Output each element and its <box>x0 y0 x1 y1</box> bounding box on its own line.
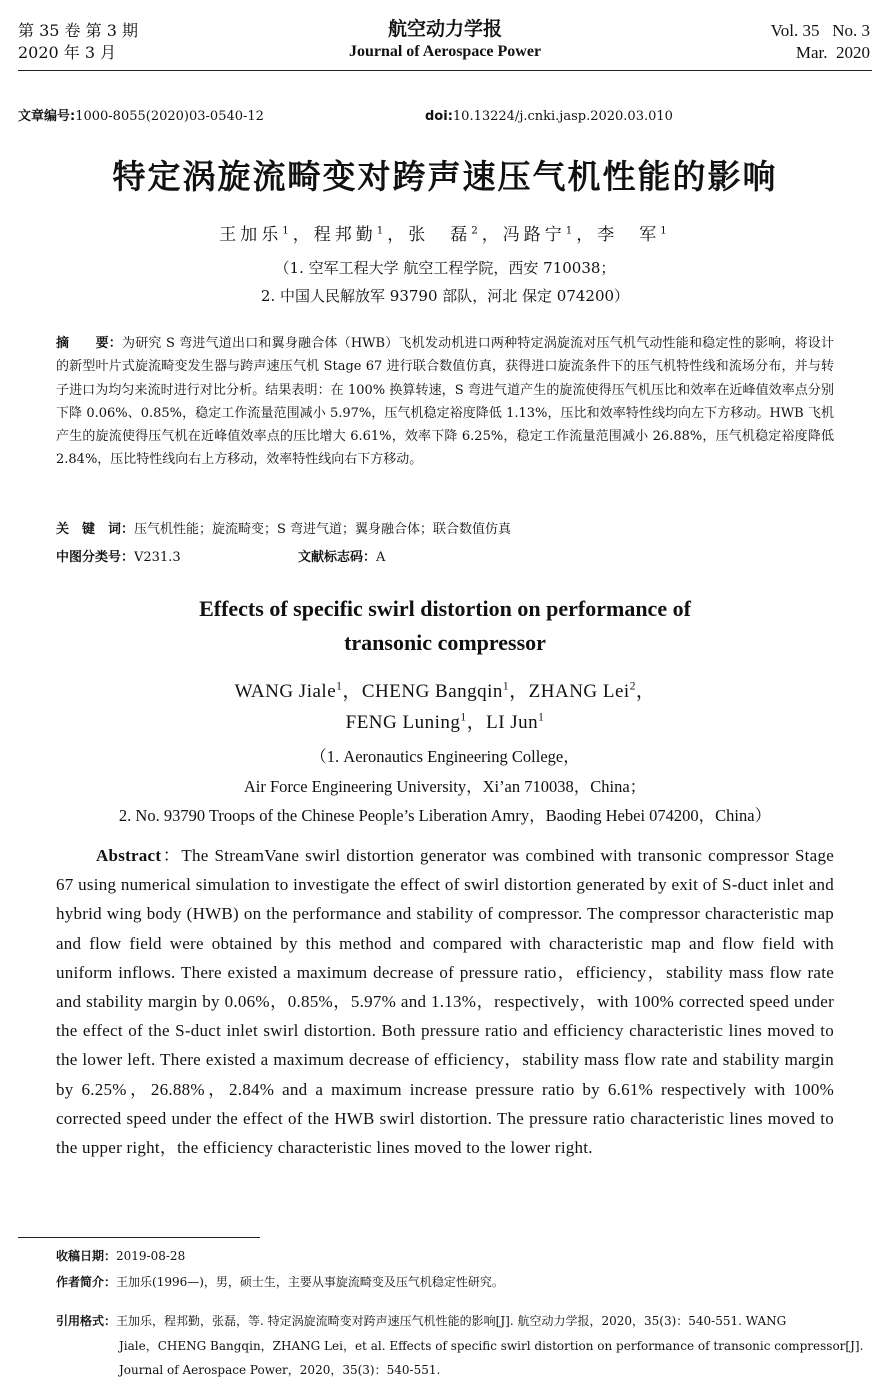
en-author-name: CHENG Bangqin <box>361 681 503 702</box>
cn-author-name: 李 军 <box>597 225 661 245</box>
header-issue-en <box>771 20 870 64</box>
author-bio <box>56 1270 876 1294</box>
en-author-name: LI Jun <box>486 712 539 733</box>
en-author-affiliation-mark: 1 <box>538 711 545 724</box>
title-en <box>0 592 890 660</box>
cn-author-affiliation-mark: 2 <box>471 225 482 237</box>
doi <box>425 108 673 126</box>
cn-author-name: 张 磊 <box>408 225 472 245</box>
citation-line-1: 王加乐，程邦勤，张磊，等. 特定涡旋流畸变对跨声速压气机性能的影响[J]. 航空动力学报，2020，35(3)：540-551. WANG <box>116 1314 787 1328</box>
en-author-separator: ， <box>635 681 656 702</box>
abstract-cn <box>56 332 834 472</box>
volume-en: Vol. 35 No. 3 <box>770 21 870 40</box>
citation-line-3: Journal of Aerospace Power，2020，35(3)：540-551. <box>119 1363 441 1377</box>
journal-name-cn: 航空动力学报 <box>387 18 502 40</box>
cn-author-separator: ， <box>387 225 409 245</box>
clc-label: 中图分类号： <box>56 550 135 565</box>
received-value: 2019-08-28 <box>116 1249 186 1263</box>
date-cn: 2020 年 3 月 <box>18 43 117 62</box>
keywords-cn-text: 压气机性能；旋流畸变；S 弯进气道；翼身融合体；联合数值仿真 <box>134 522 512 537</box>
cn-author-affiliation-mark: 1 <box>565 225 577 237</box>
document-code-value: A <box>376 550 386 565</box>
received-label: 收稿日期： <box>56 1249 117 1263</box>
abstract-en-label: Abstract <box>96 846 162 865</box>
title-en-line-2: transonic compressor <box>344 630 546 655</box>
title-cn: 特定涡旋流畸变对跨声速压气机性能的影响 <box>112 157 778 196</box>
authors-cn <box>0 222 890 248</box>
affiliation-cn-1: （1. 空军工程大学 航空工程学院，西安 710038； <box>274 259 616 277</box>
abstract-cn-label: 摘 要： <box>56 336 123 351</box>
doi-value: 10.13224/j.cnki.jasp.2020.03.010 <box>452 109 673 124</box>
affiliation-en-1: （1. Aeronautics Engineering College， <box>310 747 580 766</box>
cn-author <box>503 225 597 245</box>
en-author-affiliation-mark: 1 <box>502 680 510 693</box>
journal-name-en: Journal of Aerospace Power <box>348 43 542 60</box>
cn-author-name: 冯路宁 <box>502 225 566 245</box>
en-author-separator: ， <box>466 712 487 733</box>
en-author <box>235 681 362 702</box>
citation-line-2: Jiale，CHENG Bangqin，ZHANG Lei，et al. Effects of specific swirl distortion on performance of transonic compressor[J]. <box>119 1338 864 1353</box>
citation-label: 引用格式： <box>56 1314 117 1328</box>
abstract-en <box>56 841 834 1162</box>
citation <box>56 1309 874 1383</box>
cn-author <box>597 225 670 245</box>
cn-author <box>219 225 313 245</box>
en-author-name: FENG Luning <box>345 712 461 733</box>
footnote-rule <box>18 1237 260 1238</box>
en-author-name: WANG Jiale <box>234 681 337 702</box>
abstract-cn-text: 为研究 S 弯进气道出口和翼身融合体（HWB）飞机发动机进口两种特定涡旋流对压气机气动性能和稳定性的影响，将设计的新型叶片式旋流畸变发生器与跨声速压气机 Stage 67 进行联合数值仿真，获得进口旋流条件下的压气机特性线和流场分布，并与转子进口为均匀来流时进行对比分析。结果表明：在 100% 换算转速，S 弯进气道产生的旋流使得压气机压比和效率在近峰值效率点分别下降 0.06%、0.85%，稳定工作流量范围减小 5.97%，压气机稳定裕度降低 1.13%，压比和效率特性线均向左下方移动。HWB 飞机产生的旋流使得压气机在近峰值效率点的压比增大 6.61%，效率下降 6.25%，稳定工作流量范围减小 26.88%，压气机稳定裕度降低 2.84%，压比特性线向右上方移动，效率特性线向右下方移动。 <box>56 336 834 468</box>
received-date <box>56 1244 876 1268</box>
bio-value: 王加乐(1996—)，男，硕士生，主要从事旋流畸变及压气机稳定性研究。 <box>116 1275 504 1289</box>
affiliation-en-3: 2. No. 93790 Troops of the Chinese People’s Liberation Amry，Baoding Hebei 074200，China） <box>118 806 772 825</box>
cn-author-affiliation-mark: 1 <box>282 225 293 237</box>
header-rule <box>18 70 872 71</box>
keywords-cn-label: 关 键 词： <box>56 522 135 537</box>
affiliation-en-2: Air Force Engineering University，Xi’an 710038，China； <box>243 777 647 796</box>
clc-value: V231.3 <box>134 550 181 565</box>
journal-name <box>0 16 890 62</box>
affiliation-cn-2: 2. 中国人民解放军 93790 部队，河北 保定 074200） <box>260 287 630 305</box>
classification <box>56 548 181 568</box>
cn-author-name: 王加乐 <box>219 225 283 245</box>
en-author-name: ZHANG Lei <box>528 681 630 702</box>
en-author <box>529 681 656 702</box>
en-author-affiliation-mark: 2 <box>629 680 636 693</box>
cn-author-separator: ， <box>292 225 314 245</box>
document-code-label: 文献标志码： <box>298 550 377 565</box>
en-author <box>486 712 544 733</box>
en-author-affiliation-mark: 1 <box>460 711 467 724</box>
cn-author-separator: ， <box>576 225 598 245</box>
authors-en-line-1 <box>0 676 890 707</box>
keywords-cn <box>56 520 511 540</box>
cn-author <box>408 225 502 245</box>
en-author <box>346 712 486 733</box>
en-author-separator: ， <box>509 681 529 702</box>
cn-author <box>314 225 408 245</box>
en-author <box>362 681 529 702</box>
authors-en-line-2 <box>0 707 890 738</box>
abstract-en-colon: ： <box>161 846 182 865</box>
doi-label: doi: <box>425 109 453 124</box>
cn-author-separator: ， <box>481 225 503 245</box>
date-en: Mar. 2020 <box>795 43 870 62</box>
cn-author-affiliation-mark: 1 <box>376 225 388 237</box>
cn-author-affiliation-mark: 1 <box>660 225 671 237</box>
abstract-en-text: The StreamVane swirl distortion generator was combined with transonic compressor Stage 67 using numerical simulation to investigate the effect of swirl distortion generated by exit of S-duct inlet and hybrid wing body (HWB) on the performance and stability of compressor. The compressor characteristic map and flow field were obtained by this method and compared with characteristic map and flow field with uniform inflows. There existed a maximum decrease of pressure ratio，efficiency，stability mass flow rate and stability margin by 0.06%，0.85%，5.97% and 1.13%，respectively，with 100% corrected speed under the effect of the S-duct inlet swirl distortion. Both pressure ratio and efficiency characteristic lines moved to the lower left. There existed a maximum decrease of efficiency，stability mass flow rate and stability margin by 6.25%，26.88%，2.84% and a maximum increase pressure ratio by 6.61% respectively with 100% corrected speed under the effect of the HWB swirl distortion. The pressure ratio characteristic lines moved to the upper right，the efficiency characteristic lines moved to the lower right. <box>56 846 834 1158</box>
article-number-label: 文章编号: <box>18 109 76 124</box>
document-code <box>298 548 385 568</box>
title-en-line-1: Effects of specific swirl distortion on performance of <box>199 596 691 621</box>
cn-author-name: 程邦勤 <box>313 225 377 245</box>
en-author-affiliation-mark: 1 <box>336 680 343 693</box>
en-author-separator: ， <box>342 681 362 702</box>
article-number <box>18 108 264 126</box>
bio-label: 作者简介： <box>56 1275 117 1289</box>
article-number-value: 1000-8055(2020)03-0540-12 <box>75 109 264 124</box>
volume-cn: 第 35 卷 第 3 期 <box>18 21 138 40</box>
